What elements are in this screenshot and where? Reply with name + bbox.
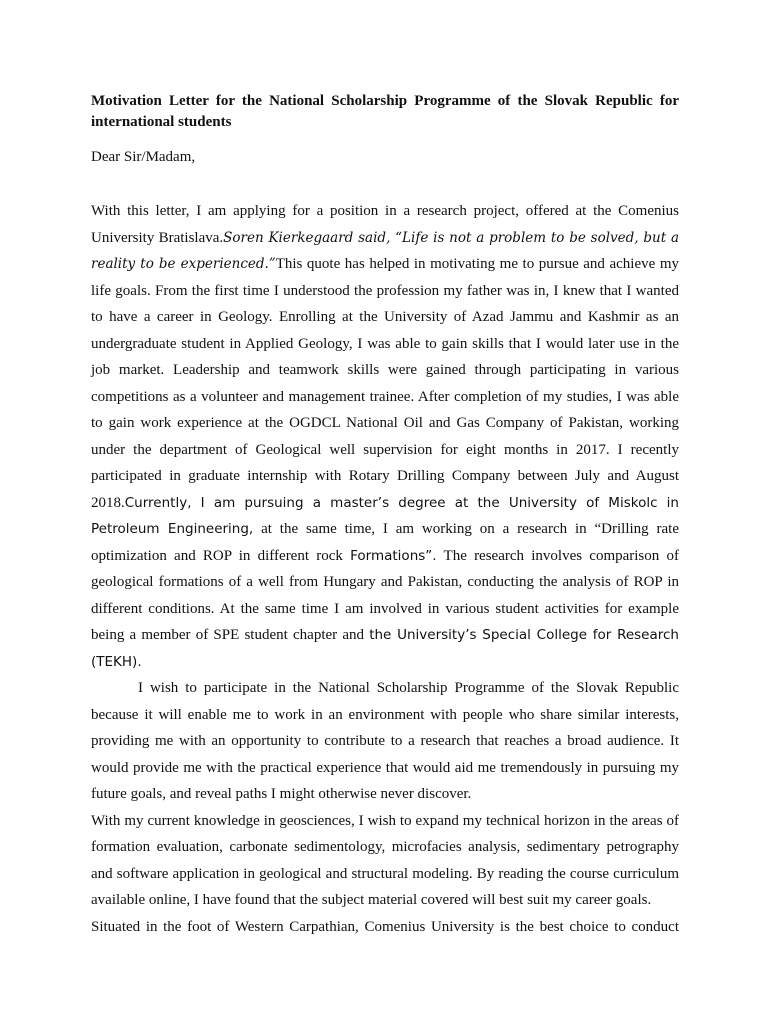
paragraph-1: [91, 198, 679, 675]
paragraph-1-career: This quote has helped in motivating me to pursue and achieve my life goals. From the first time I understood the profession my father was in, I knew that I wanted to have a career in Geology. Enrolling at the University of Azad Jammu and Kashmir as an undergraduate student in Applied Geology, I was able to gain skills that I would later use in the job market. Leadership and teamwork skills were gained through participating in various competitions as a volunteer and management trainee. After completion of my studies, I was able to gain work experience at the OGDCL National Oil and Gas Company of Pakistan, working under the department of Geological well supervision for eight months in 2017. I recently participated in graduate internship with Rotary Drilling Company between July and August 2018.: [91, 256, 679, 511]
paragraph-3: With my current knowledge in geosciences, I wish to expand my technical horizon in the areas of formation evaluation, carbonate sedimentology, microfacies analysis, sedimentary petrography and software application in geological and structural modeling. By reading the course curriculum available online, I have found that the subject material covered will best suit my career goals.: [91, 812, 679, 908]
letter-title: Motivation Letter for the National Scholarship Programme of the Slovak Republic for international students: [91, 93, 679, 130]
paragraph-2: I wish to participate in the National Scholarship Programme of the Slovak Republic because it will enable me to work in an environment with people who share similar interests, providing me with an opportunity to contribute to a research that reaches a broad audience. It would provide me with the practical experience that would aid me tremendously in pursuing my future goals, and reveal paths I might otherwise never discover.: [91, 680, 679, 802]
paragraph-1-formations: Formations”.: [350, 547, 437, 564]
salutation: Dear Sir/Madam,: [91, 149, 196, 165]
paragraph-1-tekh: the University’s Special College for Research (TEKH).: [91, 627, 679, 670]
paragraph-1-research: at the same time, I am working on a research in “Drilling rate optimization and ROP in different rock: [91, 521, 679, 564]
paragraph-4: Situated in the foot of Western Carpathian, Comenius University is the best choice to conduct: [91, 918, 679, 935]
paragraph-1-masters: Currently, I am pursuing a master’s degree at the University of Miskolc in Petroleum Engineering,: [91, 494, 679, 537]
letter-body: [91, 198, 679, 940]
paragraph-1-intro: With this letter, I am applying for a position in a research project, offered at the Comenius University Bratislava.: [91, 203, 679, 246]
kierkegaard-quote: Soren Kierkegaard said, “Life is not a problem to be solved, but a reality to be experienced.”: [91, 229, 680, 272]
paragraph-1-activities: The research involves comparison of geological formations of a well from Hungary and Pakistan, conducting the analysis of ROP in different conditions. At the same time I am involved in various student activities for example being a member of SPE student chapter and: [91, 547, 679, 643]
